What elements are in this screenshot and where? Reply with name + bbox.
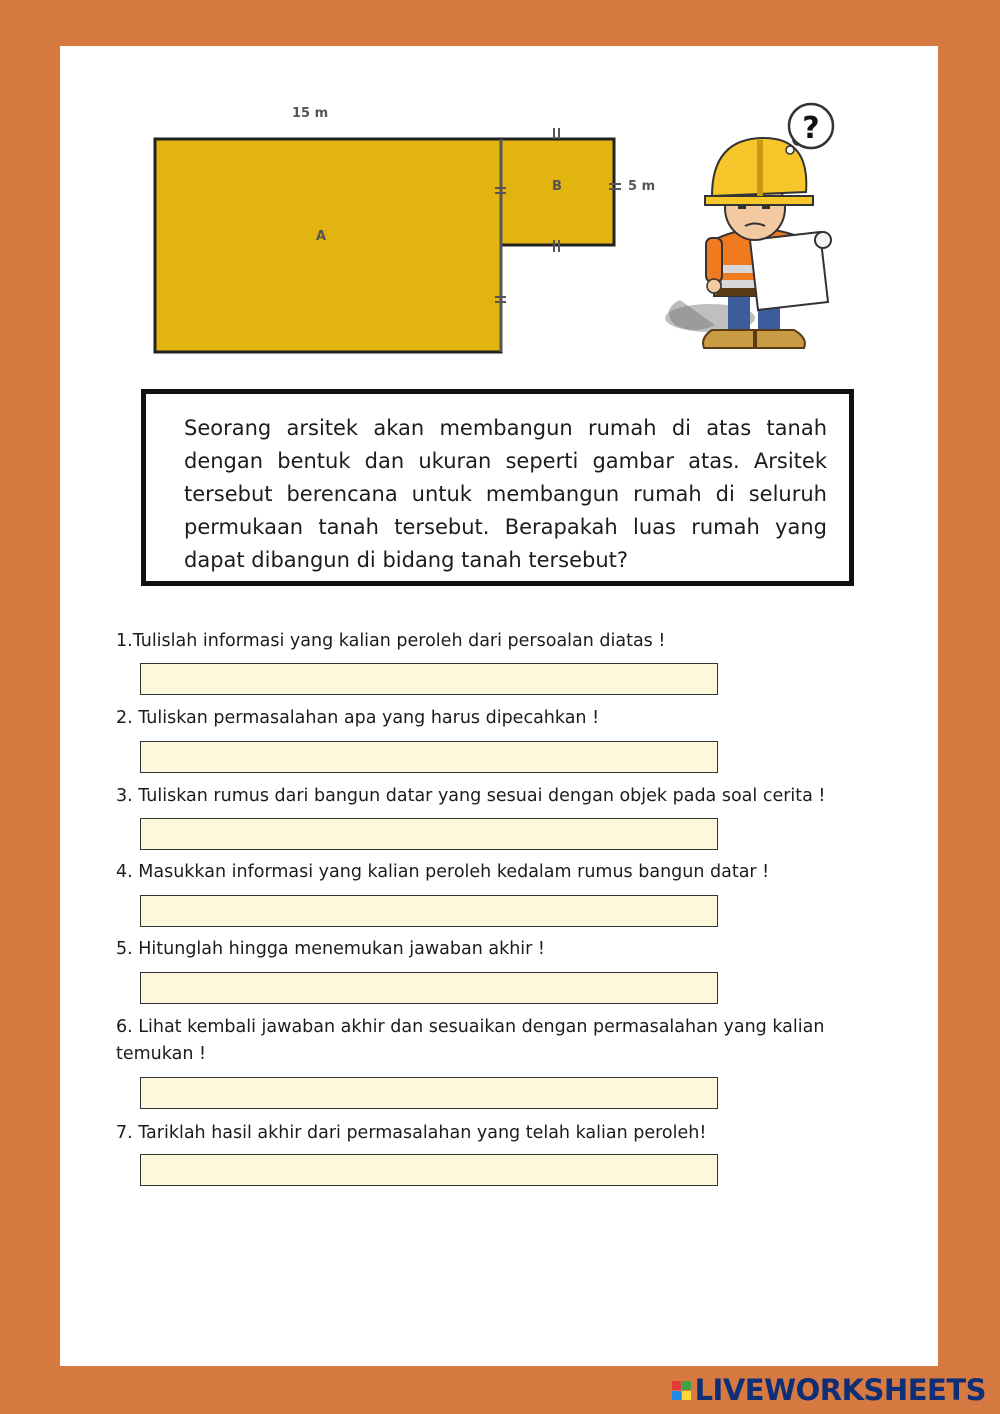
- svg-text:?: ?: [802, 111, 820, 146]
- land-shape-diagram: [0, 0, 1000, 380]
- story-problem-box: [141, 389, 854, 586]
- region-b-label: B: [552, 179, 562, 194]
- question-7-text: 7. Tariklah hasil akhir dari permasalahan yang telah kalian peroleh!: [116, 1123, 707, 1143]
- liveworksheets-brand[interactable]: [672, 1372, 986, 1408]
- brand-name: LIVEWORKSHEETS: [694, 1373, 986, 1407]
- length-label-right: 5 m: [628, 179, 656, 194]
- answer-4-input[interactable]: [140, 895, 718, 927]
- answer-3-input[interactable]: [140, 818, 718, 850]
- question-bubble-icon: [786, 104, 833, 154]
- liveworksheets-logo-icon: [672, 1381, 691, 1400]
- question-1-text: 1.Tulislah informasi yang kalian peroleh dari persoalan diatas !: [116, 631, 666, 651]
- region-a-rect: [155, 139, 501, 352]
- construction-worker-icon: [665, 138, 831, 348]
- answer-5-input[interactable]: [140, 972, 718, 1004]
- answer-6-input[interactable]: [140, 1077, 718, 1109]
- length-label-top: 15 m: [292, 106, 329, 121]
- region-a-label: A: [316, 229, 327, 244]
- question-2-text: 2. Tuliskan permasalahan apa yang harus dipecahkan !: [116, 708, 600, 728]
- question-4-text: 4. Masukkan informasi yang kalian peroleh kedalam rumus bangun datar !: [116, 862, 770, 882]
- answer-1-input[interactable]: [140, 663, 718, 695]
- answer-2-input[interactable]: [140, 741, 718, 773]
- question-6-text: 6. Lihat kembali jawaban akhir dan sesuaikan dengan permasalahan yang kalian temukan !: [116, 1017, 825, 1064]
- story-problem-text: Seorang arsitek akan membangun rumah di atas tanah dengan bentuk dan ukuran seperti gambar atas. Arsitek tersebut berencana untuk membangun rumah di seluruh permukaan tanah tersebut. Berapakah luas rumah yang dapat dibangun di bidang tanah tersebut?: [184, 416, 827, 572]
- question-5-text: 5. Hitunglah hingga menemukan jawaban akhir !: [116, 939, 545, 959]
- answer-7-input[interactable]: [140, 1154, 718, 1186]
- question-3-text: 3. Tuliskan rumus dari bangun datar yang sesuai dengan objek pada soal cerita !: [116, 786, 826, 806]
